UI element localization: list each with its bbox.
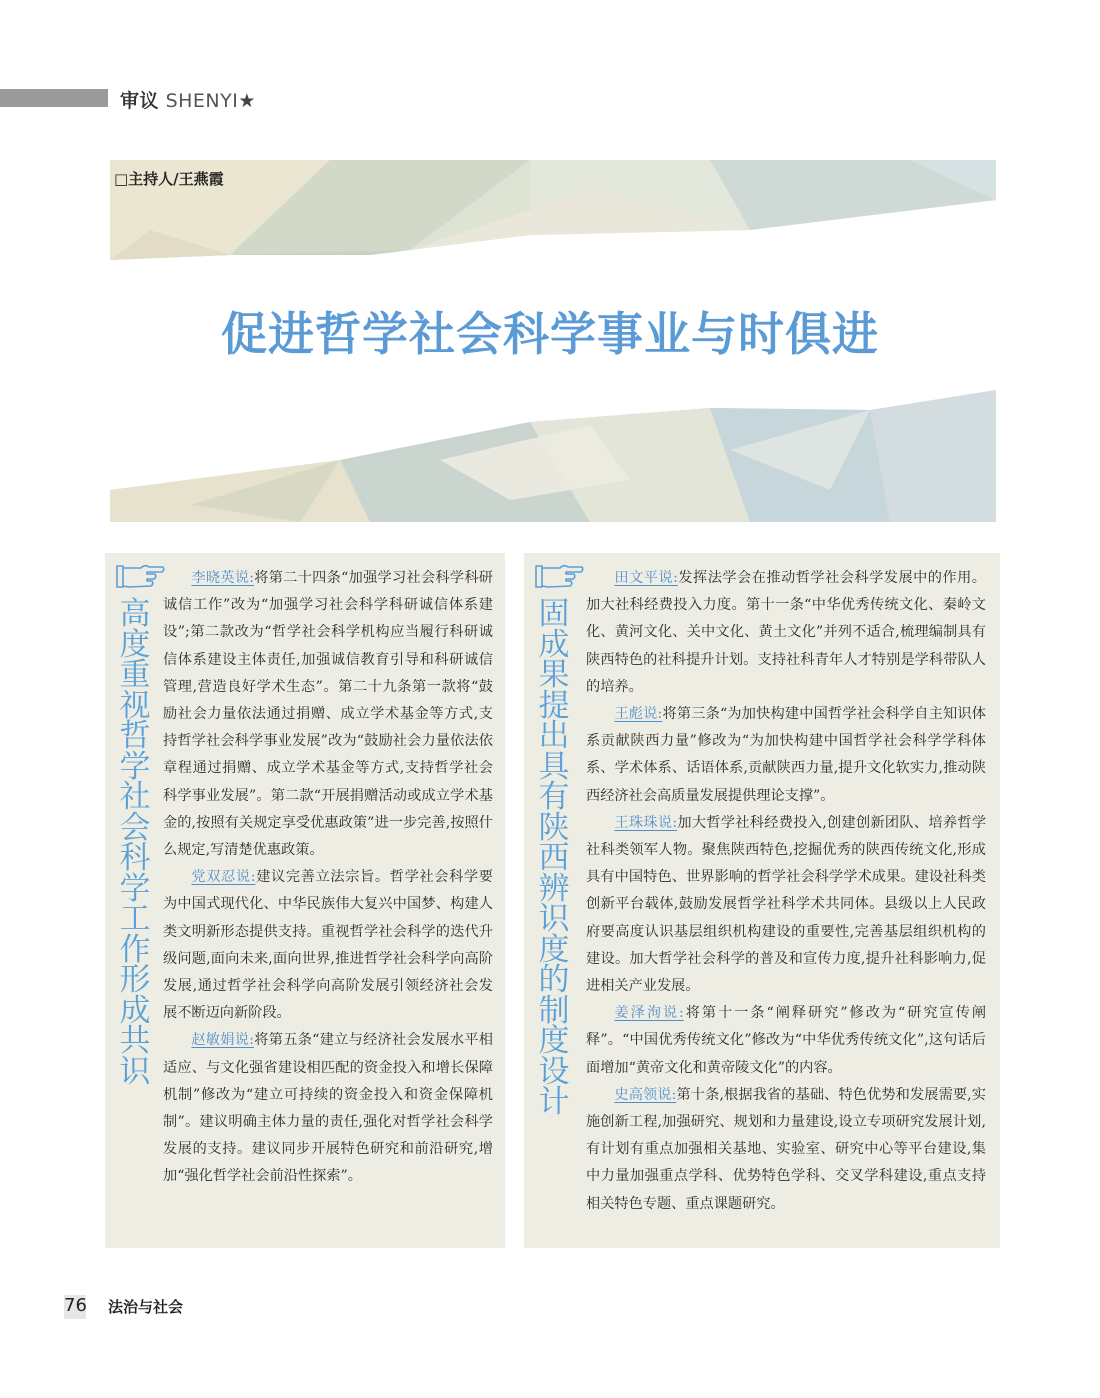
- comment-paragraph: [586, 701, 986, 810]
- speaker-name: 田文平说:: [614, 570, 678, 586]
- speaker-name: 王珠珠说:: [614, 814, 678, 831]
- comment-text: 将第二十四条“加强学习社会科学科研诚信工作”改为“加强学习社会科学科研诚信体系建设”;第二款改为“哲学社会科学机构应当履行科研诚信体系建设主体责任,加强诚信教育引导和科研诚信管理,营造良好学术生态”。第二十九条第一款将“鼓励社会力量依法通过捐赠、成立学术基金等方式,支持哲学社会科学事业发展”改为“鼓励社会力量依法依章程通过捐赠、成立学术基金等方式,支持哲学社会科学事业发展”。第二款“开展捐赠活动或成立学术基金的,按照有关规定享受优惠政策”进一步完善,按照什么规定,写清楚优惠政策。: [163, 570, 493, 859]
- comment-paragraph: [586, 810, 986, 1000]
- speaker-name: 史高领说:: [614, 1086, 677, 1103]
- speaker-name: 李晓英说:: [191, 570, 255, 586]
- speaker-name: 赵敏娟说:: [191, 1032, 255, 1049]
- page-title: 促进哲学社会科学事业与时俱进: [221, 307, 879, 361]
- left-vertical-title: 高度重视哲学社会科学工作形成共识: [119, 596, 151, 1090]
- right-vertical-title: 固成果提出具有陕西辨识度的制度设计: [538, 596, 570, 1120]
- comment-text: 建议完善立法宗旨。哲学社会科学要为中国式现代化、中华民族伟大复兴中国梦、构建人类文明新形态提供支持。重视哲学社会科学的迭代升级问题,面向未来,面向世界,推进哲学社会科学向高阶发展,通过哲学社会科学向高阶发展引领经济社会发展不断迈向新阶段。: [163, 869, 493, 1022]
- pointing-hand-icon: [534, 562, 584, 590]
- magazine-name: 法治与社会: [108, 1298, 184, 1316]
- host-label: □主持人/王燕霞: [114, 170, 224, 188]
- comment-paragraph: [586, 1082, 986, 1218]
- header-bar: [0, 89, 108, 107]
- comment-text: 将第十一条“阐释研究”修改为“研究宣传阐释”。“中国优秀传统文化”修改为“中华优秀传统文化”,这句话后面增加“黄帝文化和黄帝陵文化”的内容。: [586, 1005, 987, 1076]
- comment-text: 第十条,根据我省的基础、特色优势和发展需要,实施创新工程,加强研究、规划和力量建设,设立专项研究发展计划,有计划有重点加强相关基地、实验室、研究中心等平台建设,集中力量加强重点学科、优势特色学科、交叉学科建设,重点支持相关特色专题、重点课题研究。: [586, 1086, 986, 1212]
- comment-text: 加大哲学社科经费投入,创建创新团队、培养哲学社科类领军人物。聚焦陕西特色,挖掘优秀的陕西传统文化,形成具有中国特色、世界影响的哲学社会科学学术成果。建设社科类创新平台载体,鼓励发展哲学社科学术共同体。县级以上人民政府要高度认识基层组织机构建设的重要性,完善基层组织机构的建设。加大哲学社会科学的普及和宣传力度,提升社科影响力,促进相关产业发展。: [586, 814, 987, 995]
- comment-paragraph: [586, 565, 986, 701]
- pointing-hand-icon: [115, 562, 165, 590]
- section-name-cn: 审议: [120, 90, 160, 112]
- left-panel: [105, 553, 505, 1248]
- comment-text: 将第三条“为加快构建中国哲学社会科学自主知识体系贡献陕西力量”修改为“为加快构建中国哲学社会科学学科体系、学术体系、话语体系,贡献陕西力量,提升文化软实力,推动陕西经济社会高质量发展提供理论支撑”。: [586, 706, 986, 804]
- comment-text: 发挥法学会在推动哲学社会科学发展中的作用。加大社科经费投入力度。第十一条“中华优秀传统文化、秦岭文化、黄河文化、关中文化、黄土文化”并列不适合,梳理编制具有陕西特色的社科提升计划。支持社科青年人才特别是学科带队人的培养。: [586, 570, 986, 695]
- comment-paragraph: [586, 1000, 986, 1082]
- section-header: [120, 86, 256, 113]
- right-panel: [524, 553, 1000, 1248]
- comment-text: 将第五条“建立与经济社会发展水平相适应、与文化强省建设相匹配的资金投入和增长保障机制”修改为“建立可持续的资金投入和资金保障机制”。建议明确主体力量的责任,强化对哲学社会科学发展的支持。建议同步开展特色研究和前沿研究,增加“强化哲学社会前沿性探索”。: [163, 1032, 493, 1185]
- page-number: 76: [64, 1295, 87, 1316]
- comment-paragraph: [163, 864, 493, 1027]
- left-text-column: [163, 565, 493, 1191]
- speaker-name: 姜泽洵说:: [614, 1005, 684, 1022]
- right-text-column: [586, 565, 986, 1218]
- section-name-en: SHENYI: [165, 90, 239, 112]
- comment-paragraph: [163, 1027, 493, 1190]
- star-icon: ★: [238, 90, 256, 112]
- speaker-name: 王彪说:: [614, 706, 663, 723]
- speaker-name: 党双忍说:: [191, 869, 256, 886]
- comment-paragraph: [163, 565, 493, 864]
